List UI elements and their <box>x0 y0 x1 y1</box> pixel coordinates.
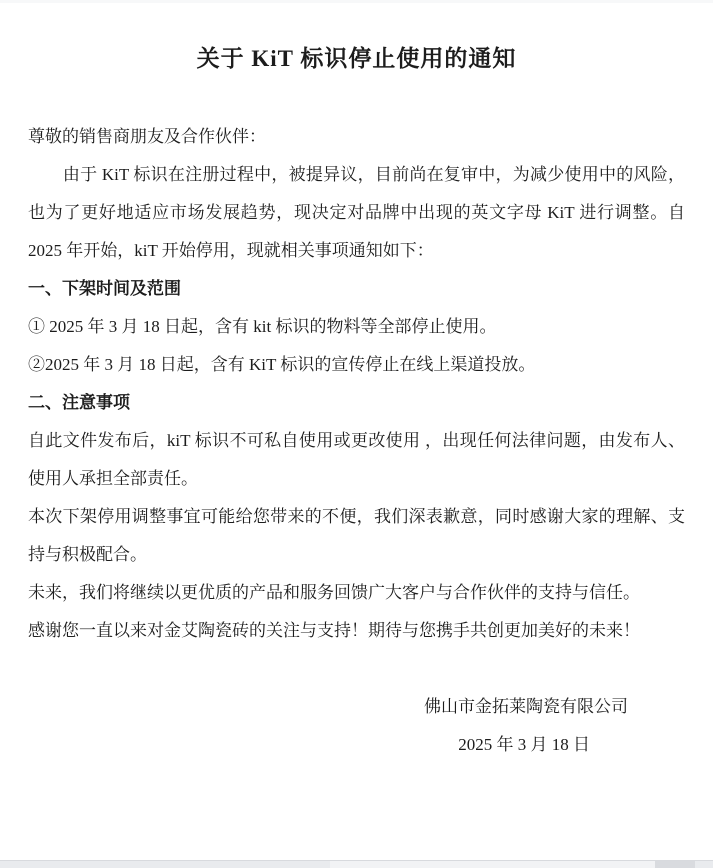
section-heading: 二、注意事项 <box>28 393 130 412</box>
horizontal-scrollbar-thumb[interactable] <box>330 861 655 868</box>
paragraph: 未来，我们将继续以更优质的产品和服务回馈广大客户与合作伙伴的支持与信任。 <box>28 583 640 602</box>
paragraph: 由于 KiT 标识在注册过程中，被提异议，目前尚在复审中，为减少使用中的风险，也为了更好地适应市场发展趋势，现决定对品牌中出现的英文字母 KiT 进行调整。自 2025 年开始，kiT 开始停用，现就相关事项通知如下： <box>28 165 685 260</box>
paragraph: 感谢您一直以来对金艾陶瓷砖的关注与支持！期待与您携手共创更加美好的未来！ <box>28 621 640 640</box>
signature-block <box>28 688 685 764</box>
signature-company: 佛山市金拓莱陶瓷有限公司 <box>424 697 628 716</box>
document-title: 关于 KiT 标识停止使用的通知 <box>196 46 517 71</box>
paragraph: 尊敬的销售商朋友及合作伙伴： <box>28 127 266 146</box>
paragraph: ②2025 年 3 月 18 日起，含有 KiT 标识的宣传停止在线上渠道投放。 <box>28 355 536 374</box>
paragraph: 自此文件发布后，kiT 标识不可私自使用或更改使用 ，出现任何法律问题，由发布人、使用人承担全部责任。 <box>28 431 685 488</box>
scrollbar-corner[interactable] <box>655 861 695 868</box>
paragraph: ① 2025 年 3 月 18 日起，含有 kit 标识的物料等全部停止使用。 <box>28 317 497 336</box>
document-body <box>28 118 685 650</box>
paragraph: 本次下架停用调整事宜可能给您带来的不便，我们深表歉意，同时感谢大家的理解、支持与积极配合。 <box>28 507 685 564</box>
signature-date: 2025 年 3 月 18 日 <box>458 735 590 754</box>
horizontal-scrollbar-track[interactable] <box>0 860 713 868</box>
section-heading: 一、下架时间及范围 <box>28 279 181 298</box>
